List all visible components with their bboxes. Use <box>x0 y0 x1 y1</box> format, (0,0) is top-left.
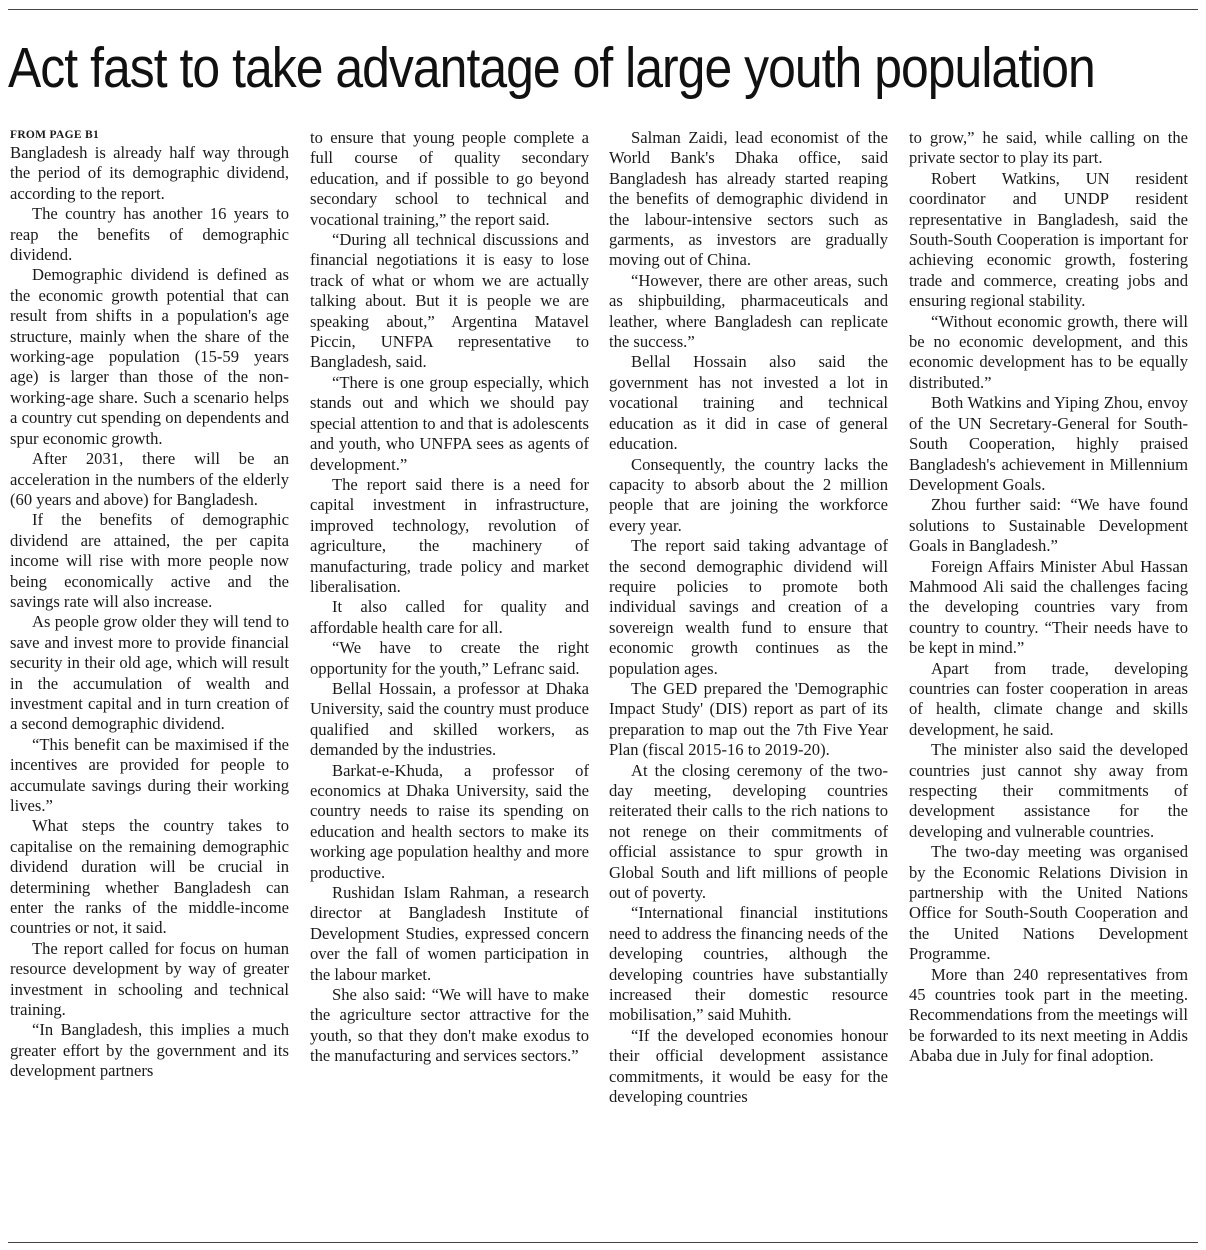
paragraph: Bellal Hossain also said the government has not invested a lot in vocational training and technical education as it did in case of general education. <box>609 352 888 454</box>
paragraph: More than 240 representatives from 45 countries took part in the meeting. Recommendations from the meetings will be forwarded to its next meeting in Addis Ababa due in July for final adoption. <box>909 964 1188 1066</box>
paragraph: Barkat-e-Khuda, a professor of economics at Dhaka University, said the country needs to raise its spending on education and health sectors to make its working age population healthy and more productive. <box>310 760 589 882</box>
paragraph: Consequently, the country lacks the capacity to absorb about the 2 million people that are joining the workforce every year. <box>609 454 888 535</box>
paragraph: She also said: “We will have to make the agriculture sector attractive for the youth, so that they don't make exodus to the manufacturing and services sectors.” <box>310 985 589 1066</box>
paragraph: Zhou further said: “We have found solutions to Sustainable Development Goals in Bangladesh.” <box>909 495 1188 556</box>
paragraph: Robert Watkins, UN resident coordinator and UNDP resident representative in Bangladesh, said the South-South Cooperation is important for achieving economic growth, fostering trade and commerce, creating jobs and ensuring regional stability. <box>909 168 1188 311</box>
paragraph: “If the developed economies honour their official development assistance commitments, it would be easy for the developing countries <box>609 1025 888 1107</box>
paragraph: “Without economic growth, there will be no economic development, and this economic development has to be equally distributed.” <box>909 311 1188 392</box>
paragraph: It also called for quality and affordable health care for all. <box>310 597 589 637</box>
paragraph: The GED prepared the 'Demographic Impact Study' (DIS) report as part of its preparation to map out the 7th Five Year Plan (fiscal 2015-16 to 2019-20). <box>609 678 888 760</box>
paragraph: The report called for focus on human resource development by way of greater investment in schooling and technical training. <box>10 938 289 1020</box>
column-2 <box>310 128 589 1218</box>
paragraph: If the benefits of demographic dividend are attained, the per capita income will rise with more people now being economically active and the savings rate will also increase. <box>10 510 289 611</box>
headline: Act fast to take advantage of large youth population <box>8 36 1095 100</box>
paragraph: “This benefit can be maximised if the incentives are provided for people to accumulate savings during their working lives.” <box>10 734 289 815</box>
paragraph: Foreign Affairs Minister Abul Hassan Mahmood Ali said the challenges facing the developing countries vary from country to country. “Their needs have to be kept in mind.” <box>909 556 1188 658</box>
paragraph: Bellal Hossain, a professor at Dhaka University, said the country must produce qualified and skilled workers, as demanded by the industries. <box>310 678 589 760</box>
column-1 <box>10 128 289 1218</box>
paragraph: The country has another 16 years to reap the benefits of demographic dividend. <box>10 204 289 265</box>
paragraph: Bangladesh is already half way through the period of its demographic dividend, according to the report. <box>10 143 289 203</box>
paragraph: “We have to create the right opportunity for the youth,” Lefranc said. <box>310 638 589 678</box>
paragraph: The minister also said the developed countries just cannot shy away from respecting their commitments of development assistance for the developing and vulnerable countries. <box>909 740 1188 841</box>
paragraph: “However, there are other areas, such as shipbuilding, pharmaceuticals and leather, where Bangladesh can replicate the success.” <box>609 270 888 352</box>
paragraph: Demographic dividend is defined as the economic growth potential that can result from shifts in a population's age structure, mainly when the share of the working-age population (15-59 years age) is larger than those of the non-working-age share. Such a scenario helps a country cut spending on dependents and spur economic growth. <box>10 265 289 448</box>
column-4 <box>909 128 1188 1218</box>
paragraph: After 2031, there will be an acceleration in the numbers of the elderly (60 years and above) for Bangladesh. <box>10 449 289 509</box>
bottom-rule <box>8 1242 1198 1243</box>
paragraph: “There is one group especially, which stands out and which we should pay special attention to and that is adolescents and youth, who UNFPA sees as agents of development.” <box>310 372 589 474</box>
paragraph: to ensure that young people complete a full course of quality secondary education, and if possible to go beyond secondary school to technical and vocational training,” the report said. <box>310 128 589 229</box>
top-rule <box>8 9 1198 10</box>
paragraph: Both Watkins and Yiping Zhou, envoy of the UN Secretary-General for South-South Cooperation, highly praised Bangladesh's achievement in Millennium Development Goals. <box>909 393 1188 494</box>
paragraph: Rushidan Islam Rahman, a research director at Bangladesh Institute of Development Studies, expressed concern over the fall of women participation in the labour market. <box>310 883 589 984</box>
paragraph: “During all technical discussions and financial negotiations it is easy to lose track of what or whom we are actually talking about. But it is people we are speaking about,” Argentina Matavel Piccin, UNFPA representative to Bangladesh, said. <box>310 230 589 372</box>
article-body <box>10 128 1188 1218</box>
dateline: FROM PAGE B1 <box>10 129 99 141</box>
paragraph: The two-day meeting was organised by the Economic Relations Division in partnership with the United Nations Office for South-South Cooperation and the United Nations Development Programme. <box>909 842 1188 964</box>
paragraph: What steps the country takes to capitalise on the remaining demographic dividend duration will be crucial in determining whether Bangladesh can enter the ranks of the middle-income countries or not, it said. <box>10 816 289 938</box>
paragraph: Apart from trade, developing countries can foster cooperation in areas of health, climate change and skills development, he said. <box>909 658 1188 739</box>
paragraph: Salman Zaidi, lead economist of the World Bank's Dhaka office, said Bangladesh has already started reaping the benefits of demographic dividend in the labour-intensive sectors such as garments, as investors are gradually moving out of China. <box>609 128 888 270</box>
paragraph: to grow,” he said, while calling on the private sector to play its part. <box>909 128 1188 168</box>
column-3 <box>609 128 888 1218</box>
paragraph: “In Bangladesh, this implies a much greater effort by the government and its development partners <box>10 1020 289 1081</box>
paragraph: The report said taking advantage of the second demographic dividend will require policies to promote both individual savings and creation of a sovereign wealth fund to ensure that economic growth continues as the population ages. <box>609 536 888 678</box>
paragraph: As people grow older they will tend to save and invest more to provide financial security in their old age, which will result in the accumulation of wealth and investment capital and in turn creation of a second demographic dividend. <box>10 612 289 734</box>
paragraph: At the closing ceremony of the two-day meeting, developing countries reiterated their calls to the rich nations to not renege on their commitments of official assistance to spur growth in Global South and lift millions of people out of poverty. <box>609 760 888 903</box>
paragraph: “International financial institutions need to address the financing needs of the developing countries, although the developing countries have substantially increased their domestic resource mobilisation,” said Muhith. <box>609 903 888 1025</box>
paragraph: The report said there is a need for capital investment in infrastructure, improved technology, revolution of agriculture, the machinery of manufacturing, trade policy and market liberalisation. <box>310 474 589 596</box>
